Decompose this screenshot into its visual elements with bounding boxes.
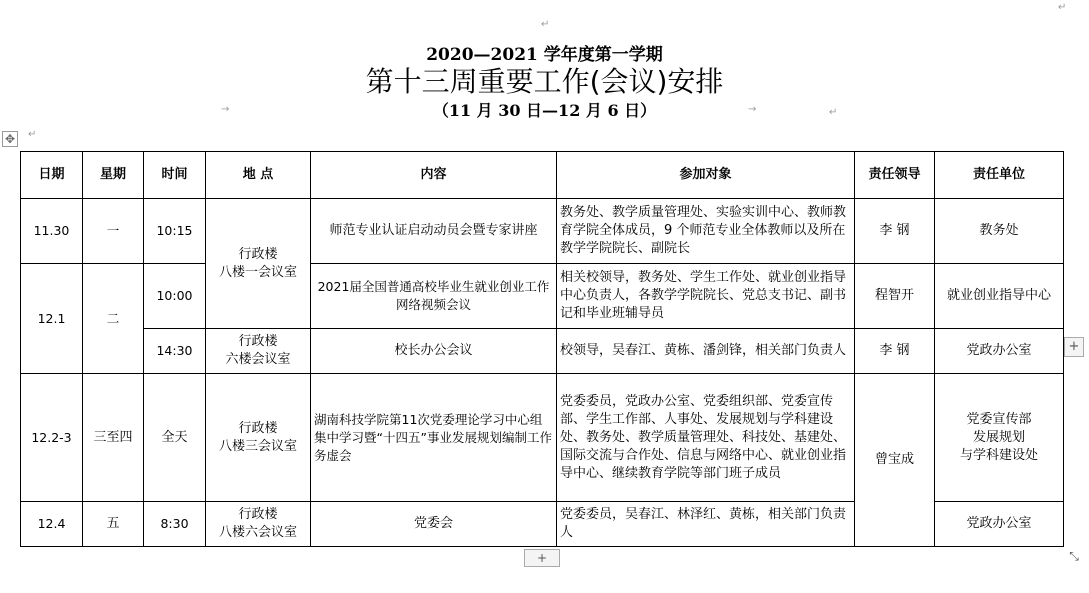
header-attendees[interactable]: 参加对象 xyxy=(557,152,855,199)
cell-time[interactable]: 8:30 xyxy=(144,502,206,547)
cell-location[interactable]: 行政楼 八楼六会议室 xyxy=(206,502,311,547)
cell-content[interactable]: 湖南科技学院第11次党委理论学习中心组集中学习暨“十四五”事业发展规划编制工作务虚会 xyxy=(311,374,557,502)
cell-attendees[interactable]: 党委委员，吴春江、林泽红、黄栋，相关部门负责人 xyxy=(557,502,855,547)
cell-unit[interactable]: 党政办公室 xyxy=(935,329,1064,374)
cell-content[interactable]: 校长办公会议 xyxy=(311,329,557,374)
table-row xyxy=(21,199,1064,264)
cell-unit[interactable]: 就业创业指导中心 xyxy=(935,264,1064,329)
table-resize-handle-icon[interactable]: ⤡ xyxy=(1069,549,1079,563)
document-date-range: （11 月 30 日—12 月 6 日） xyxy=(432,101,657,120)
cell-attendees[interactable]: 相关校领导，教务处、学生工作处、就业创业指导中心负责人，各教学学院院长、党总支书记、副书记和毕业班辅导员 xyxy=(557,264,855,329)
cell-content[interactable]: 师范专业认证启动动员会暨专家讲座 xyxy=(311,199,557,264)
table-row xyxy=(21,374,1064,502)
cell-content[interactable]: 2021届全国普通高校毕业生就业创业工作网络视频会议 xyxy=(311,264,557,329)
cell-time[interactable]: 10:15 xyxy=(144,199,206,264)
table-header-row xyxy=(21,152,1064,199)
header-time[interactable]: 时间 xyxy=(144,152,206,199)
cell-leader[interactable]: 李 钢 xyxy=(855,329,935,374)
cell-attendees[interactable]: 校领导，吴春江、黄栋、潘剑锋，相关部门负责人 xyxy=(557,329,855,374)
cell-time[interactable]: 14:30 xyxy=(144,329,206,374)
paragraph-mark: ↵ xyxy=(28,129,37,140)
cell-location[interactable]: 行政楼 六楼会议室 xyxy=(206,329,311,374)
header-unit[interactable]: 责任单位 xyxy=(935,152,1064,199)
header-location[interactable]: 地 点 xyxy=(206,152,311,199)
cell-unit[interactable]: 党委宣传部 发展规划 与学科建设处 xyxy=(935,374,1064,502)
tab-arrow-mark: → xyxy=(221,104,230,115)
cell-time[interactable]: 全天 xyxy=(144,374,206,502)
cell-content[interactable]: 党委会 xyxy=(311,502,557,547)
header-date[interactable]: 日期 xyxy=(21,152,83,199)
cell-time[interactable]: 10:00 xyxy=(144,264,206,329)
document-subtitle-term: 2020—2021 学年度第一学期 xyxy=(426,45,663,65)
cell-date[interactable]: 12.2-3 xyxy=(21,374,83,502)
schedule-table xyxy=(20,151,1064,547)
paragraph-mark: ↵ xyxy=(541,19,550,30)
cell-weekday[interactable]: 五 xyxy=(83,502,144,547)
cell-date[interactable]: 12.4 xyxy=(21,502,83,547)
document-title: 第十三周重要工作(会议)安排 xyxy=(365,65,724,98)
cell-leader[interactable]: 李 钢 xyxy=(855,199,935,264)
paragraph-mark: ↵ xyxy=(1058,2,1067,13)
header-content[interactable]: 内容 xyxy=(311,152,557,199)
cell-weekday[interactable]: 三至四 xyxy=(83,374,144,502)
cell-location[interactable]: 行政楼 八楼三会议室 xyxy=(206,374,311,502)
tab-arrow-mark: → xyxy=(748,104,757,115)
cell-date[interactable]: 11.30 xyxy=(21,199,83,264)
table-row xyxy=(21,329,1064,374)
table-row xyxy=(21,264,1064,329)
cell-date[interactable]: 12.1 xyxy=(21,264,83,374)
insert-column-plus-icon[interactable]: + xyxy=(1064,337,1084,357)
cell-attendees[interactable]: 教务处、教学质量管理处、实验实训中心、教师教育学院全体成员，9 个师范专业全体教师以及所在教学学院院长、副院长 xyxy=(557,199,855,264)
insert-row-plus-icon[interactable]: + xyxy=(524,549,560,567)
cell-location[interactable]: 行政楼 八楼一会议室 xyxy=(206,199,311,329)
cell-unit[interactable]: 党政办公室 xyxy=(935,502,1064,547)
cell-leader[interactable]: 程智开 xyxy=(855,264,935,329)
cell-unit[interactable]: 教务处 xyxy=(935,199,1064,264)
cell-attendees[interactable]: 党委委员，党政办公室、党委组织部、党委宣传部、学生工作部、人事处、发展规划与学科建设处、教务处、教学质量管理处、科技处、基建处、国际交流与合作处、信息与网络中心、就业创业指导中心、继续教育学院等部门班子成员 xyxy=(557,374,855,502)
header-leader[interactable]: 责任领导 xyxy=(855,152,935,199)
cell-weekday[interactable]: 一 xyxy=(83,199,144,264)
table-move-handle-icon[interactable]: ✥ xyxy=(2,131,18,147)
cell-weekday[interactable]: 二 xyxy=(83,264,144,374)
header-weekday[interactable]: 星期 xyxy=(83,152,144,199)
paragraph-mark: ↵ xyxy=(829,107,838,118)
cell-leader[interactable]: 曾宝成 xyxy=(855,374,935,547)
